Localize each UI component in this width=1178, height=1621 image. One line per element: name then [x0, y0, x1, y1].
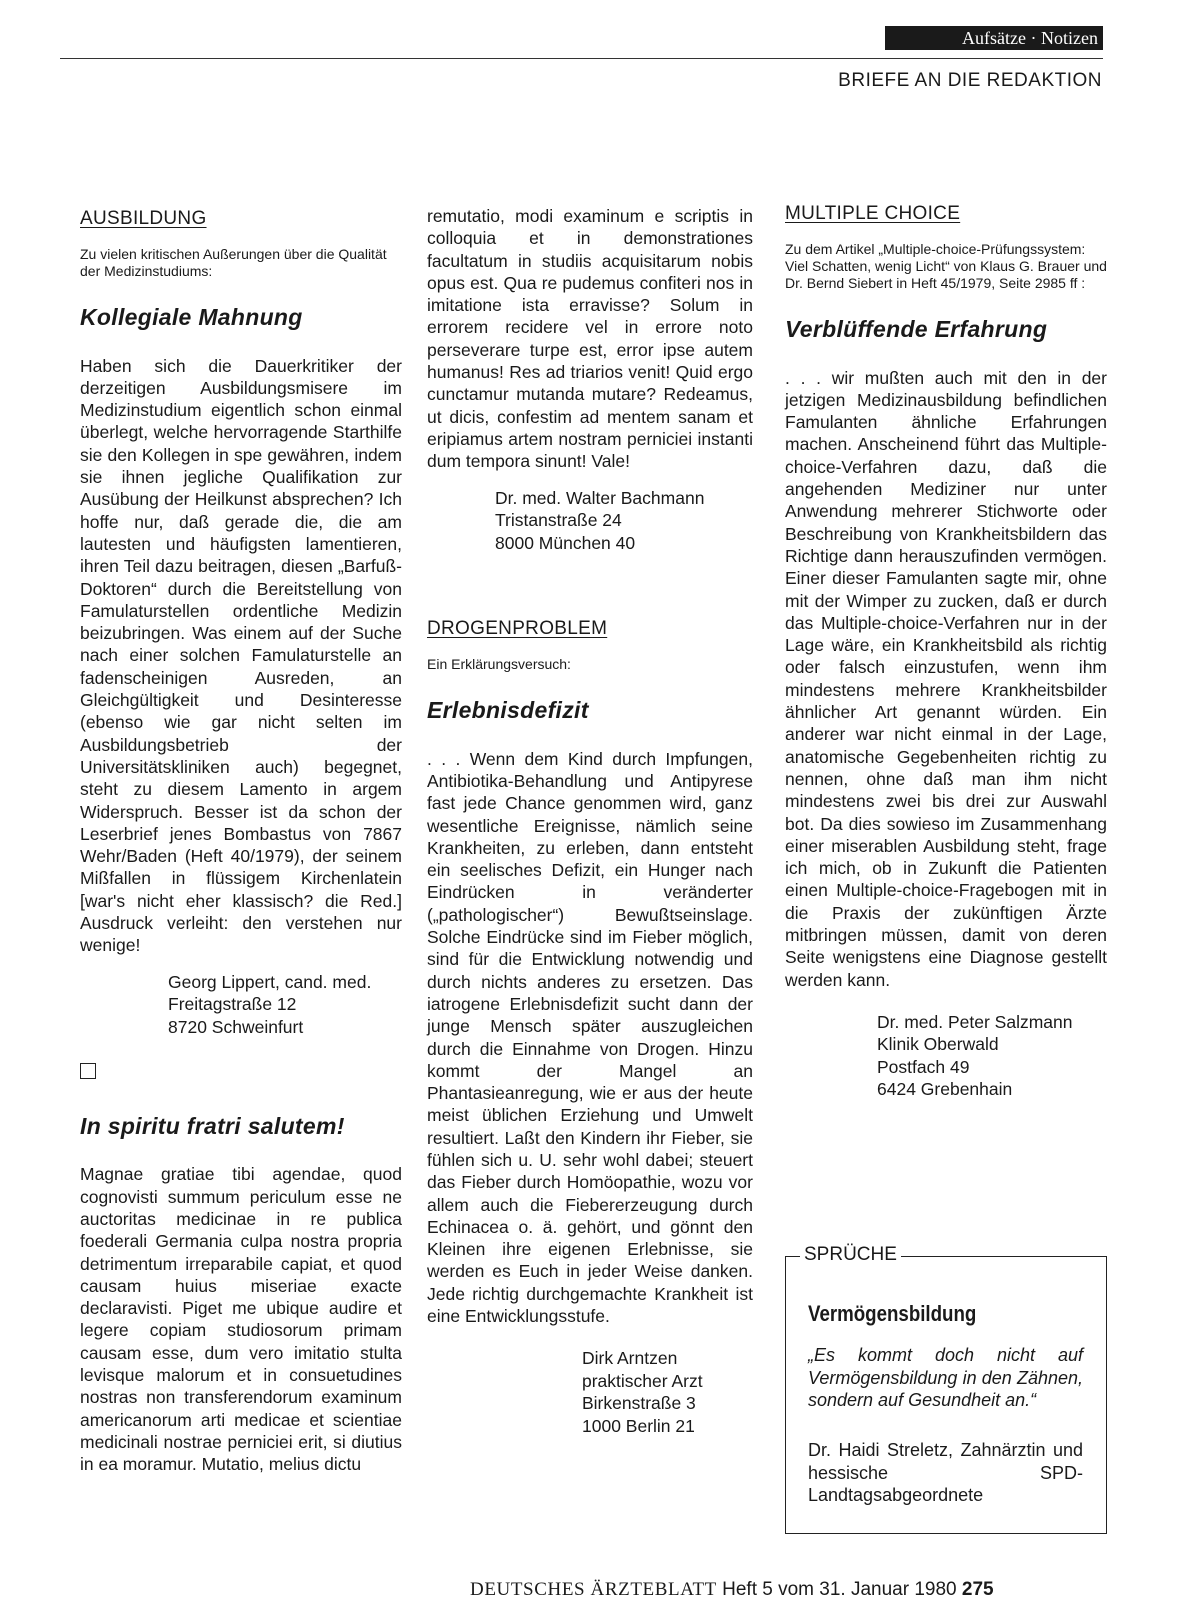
signature-line: Dr. med. Walter Bachmann [495, 487, 705, 508]
signature-line: 8000 München 40 [495, 532, 636, 553]
sprueche-box [785, 1244, 1107, 1534]
sprueche-label: SPRÜCHE [800, 1244, 901, 1266]
signature-lippert [80, 971, 402, 1039]
signature-line: 6424 Grebenhain [877, 1079, 1013, 1100]
sprueche-quote: „Es kommt doch nicht auf Vermögensbildung in den Zähnen, sondern auf Gesundheit an.“ [808, 1345, 1083, 1410]
letter-body-latin-cont: remutatio, modi examinum e scriptis in colloquia et in demonstrationes facultatum in studiis acquisitarum nobis opus est. Qua re pudemus confiteri nos in imitatione ista erravisse? Solum in errorem recidere vel in errore noto perseverare turpe est, error ipse autem humanus! Res ad triarios venit! Quid ergo cunctamur mutanda mutare? Redeamus, ut dicis, confestim ad mentem sanam et eripiamus artem nostram perniciei instanti dum tempora sinunt! Vale! [427, 206, 753, 472]
intro-text: Ein Erklärungsversuch: [427, 656, 571, 673]
signature-line: 1000 Berlin 21 [582, 1415, 695, 1436]
signature-line: 8720 Schweinfurt [168, 1016, 304, 1037]
letter-body: . . . Wenn dem Kind durch Impfungen, Antibiotika-Behandlung und Antipyrese fast jede Chance genommen wird, ganz wesentliche Ereignisse, nämlich seine Krankheiten, zu erleben, dann entsteht ein seelisches Defizit, ein Hunger nach Eindrücken in veränderter („pathologischer“) Bewußtseinslage. Solche Eindrücke sind im Fieber möglich, sind für die Entwicklung notwendig und durch nichts anderes zu ersetzen. Das iatrogene Erlebnisdefizit sucht dann der junge Mensch später auszugleichen durch die Einnahme von Drogen. Hinzu kommt der Mangel an Phantasieanregung, wie er aus der heute meist üblichen Erziehung und Umwelt resultiert. Laßt den Kindern ihr Fieber, sie fühlen sich u. U. sehr wohl dabei; steuert das Fieber durch Homöopathie, wozu vor allem auch die Fiebererzeugung durch Echinacea o. ä. gehört, und gönnt den Kleinen ihre eigenen Erlebnisse, sie werden es Euch in jeder Weise danken. Jede richtig durchgemachte Krankheit ist eine Entwicklungsstufe. [427, 748, 753, 1327]
section-title: BRIEFE AN DIE REDAKTION [838, 70, 1102, 91]
page-footer [470, 1579, 994, 1601]
journal-name: DEUTSCHES ÄRZTEBLATT [470, 1579, 717, 1600]
intro-text: Zu dem Artikel „Multiple-choice-Prüfungssystem: Viel Schatten, wenig Licht“ von Klaus G. Brauer und Dr. Bernd Siebert in Heft 45/1979, Seite 2985 ff : [785, 241, 1107, 292]
signature-arntzen [427, 1347, 753, 1437]
page-number: 275 [961, 1579, 994, 1600]
signature-line: Dirk Arntzen [582, 1348, 678, 1369]
rubric-drogenproblem: DROGENPROBLEM [427, 618, 608, 640]
signature-line: Freitagstraße 12 [168, 994, 297, 1015]
signature-line: Birkenstraße 3 [582, 1393, 696, 1414]
letter-body: . . . wir mußten auch mit den in der jetzigen Medizinausbildung befindlichen Famulanten ähnliche Erfahrungen machen. Anscheinend führt das Multiple-choice-Verfahren dazu, daß die angehenden Mediziner nur unter Anwendung mehrerer Stichworte oder Beschreibung von Krankheitsbildern das Richtige dann herauszufinden vermögen. Einer dieser Famulanten sagte mir, ohne mit der Wimper zu zucken, daß er durch das Multiple-choice-Verfahren nur in der Lage wäre, ein Krankheitsbild als richtig oder falsch einzustufen, wenn ihm mindestens mehrere Krankheitsbilder ähnlicher Art genannt würden. Ein anderer war nicht einmal in der Lage, anatomische Gegebenheiten richtig zu nennen, ohne daß man ihm nicht mindestens zwei bis drei zur Auswahl bot. Da dies sowieso im Zusammenhang einer miserablen Ausbildung steht, frage ich mich, ob in Zukunft die Patienten einen Multiple-choice-Fragebogen mit in die Praxis der zukünftigen Ärzte mitbringen müssen, damit von deren Seite wenigstens eine Diagnose gestellt werden kann. [785, 367, 1107, 990]
rubric-multiple-choice: MULTIPLE CHOICE [785, 203, 961, 224]
letter-body: Haben sich die Dauerkritiker der derzeitigen Ausbildungsmisere im Medizinstudium eigentlich schon einmal überlegt, welche hervorragende Starthilfe sie den Kollegen in spe gewähren, indem sie ihnen jegliche Qualifikation zur Ausübung der Heilkunst absprechen? Ich hoffe nur, daß gerade die, die am lautesten und häufigsten lamentieren, ihren Teil dazu beitragen, diesen „Barfuß-Doktoren“ durch die Bereitstellung von Famulaturstellen ordentliche Medizin beizubringen. Was einem auf der Suche nach einer solchen Famulaturstelle an fadenscheinigen Ausreden, an Gleichgültigkeit und Desinteresse (ebenso wie gar nicht selten im Ausbildungsbetrieb der Universitätskliniken auch) begegnet, steht zu diesem Lamento in argem Widerspruch. Besser ist da schon der Leserbrief jenes Bombastus von 7867 Wehr/Baden (Heft 40/1979), der seinem Mißfallen in flüssigem Kirchenlatein [war's nicht eher klassisch? die Red.] Ausdruck verleiht: den verstehen nur wenige! [80, 355, 402, 956]
signature-line: Tristanstraße 24 [495, 510, 622, 531]
section-tag: Aufsätze · Notizen [885, 26, 1103, 50]
sprueche-title: Vermögensbildung [808, 1301, 977, 1326]
headline-erlebnisdefizit: Erlebnisdefizit [427, 697, 589, 724]
signature-line: Klinik Oberwald [877, 1034, 999, 1055]
signature-bachmann [427, 487, 753, 555]
column-2 [427, 205, 753, 1437]
column-3 [785, 203, 1107, 1101]
rubric-ausbildung: AUSBILDUNG [80, 208, 207, 229]
header-rule [60, 58, 1103, 59]
headline-kollegiale-mahnung: Kollegiale Mahnung [80, 304, 303, 331]
letter-body-latin: Magnae gratiae tibi agendae, quod cognovisti summum periculum esse ne auctoritas medicinae in re publica foederali Germania culpa nostra propria detrimentum irreparabile capiat, et quod causam huius miseriae exacte declaravisti. Piget me ubique audire et legere copiam studiosorum primam causam esse, dum vero imitatio stulta levisque malorum et in consuetudines nostras non transferendorum examinum americanorum arti medicae et scientiae medicinali nostrae perniciei erit, si diutius in ea moramur. Mutatio, melius dictu [80, 1164, 402, 1475]
intro-text: Zu vielen kritischen Außerungen über die Qualität der Medizinstudiums: [80, 246, 387, 280]
headline-in-spiritu: In spiritu fratri salutem! [80, 1113, 345, 1140]
signature-salzmann [785, 1011, 1107, 1101]
column-1 [80, 208, 402, 1476]
headline-verblueffende-erfahrung: Verblüffende Erfahrung [785, 316, 1048, 343]
signature-line: Georg Lippert, cand. med. [168, 971, 372, 992]
signature-line: Dr. med. Peter Salzmann [877, 1011, 1073, 1032]
signature-line: Postfach 49 [877, 1056, 970, 1077]
signature-line: praktischer Arzt [582, 1370, 703, 1391]
separator-box [80, 1063, 96, 1079]
issue-info: Heft 5 vom 31. Januar 1980 [722, 1579, 957, 1600]
sprueche-author: Dr. Haidi Streletz, Zahnärztin und hessische SPD-Landtagsabgeordnete [808, 1440, 1083, 1505]
